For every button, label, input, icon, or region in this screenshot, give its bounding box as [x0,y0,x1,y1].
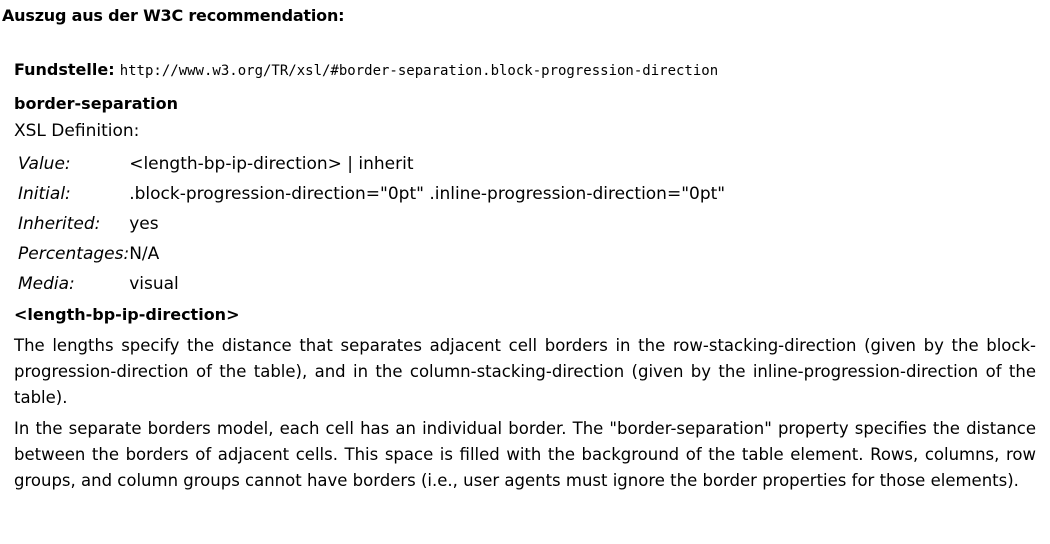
table-row [18,149,725,179]
row-value: visual [129,274,179,294]
table-row [18,239,725,269]
property-name: border-separation [14,94,178,113]
row-key: Percentages: [18,244,130,264]
table-row [18,269,725,299]
source-reference [14,58,1036,83]
property-table [18,149,725,299]
definition-title: XSL Definition: [14,121,140,141]
row-value: N/A [129,244,160,264]
content-area [14,58,1036,499]
page-title: Auszug aus der W3C recommendation: [2,6,345,25]
row-key: Media: [18,274,75,294]
row-key: Inherited: [18,214,101,234]
row-key: Initial: [18,184,71,204]
row-key: Value: [18,154,71,174]
row-value: .block-progression-direction="0pt" .inline-progression-direction="0pt" [129,184,726,204]
row-value: <length-bp-ip-direction> | inherit [129,154,414,174]
value-heading: <length-bp-ip-direction> [14,305,240,324]
source-url: http://www.w3.org/TR/xsl/#border-separation.block-progression-direction [119,63,719,79]
source-label: Fundstelle: [14,60,115,79]
table-row [18,209,725,239]
description-paragraph: In the separate borders model, each cell has an individual border. The "border-separation" property specifies the distance between the borders of adjacent cells. This space is filled with the background of the table element. Rows, columns, row groups, and column groups cannot have borders (i.e., user agents must ignore the border properties for those elements). [14,419,1036,490]
description-paragraph: The lengths specify the distance that separates adjacent cell borders in the row-stacking-direction (given by the block-progression-direction of the table), and in the column-stacking-direction (given by the inline-progression-direction of the table). [14,336,1036,407]
table-row [18,179,725,209]
row-value: yes [129,214,159,234]
